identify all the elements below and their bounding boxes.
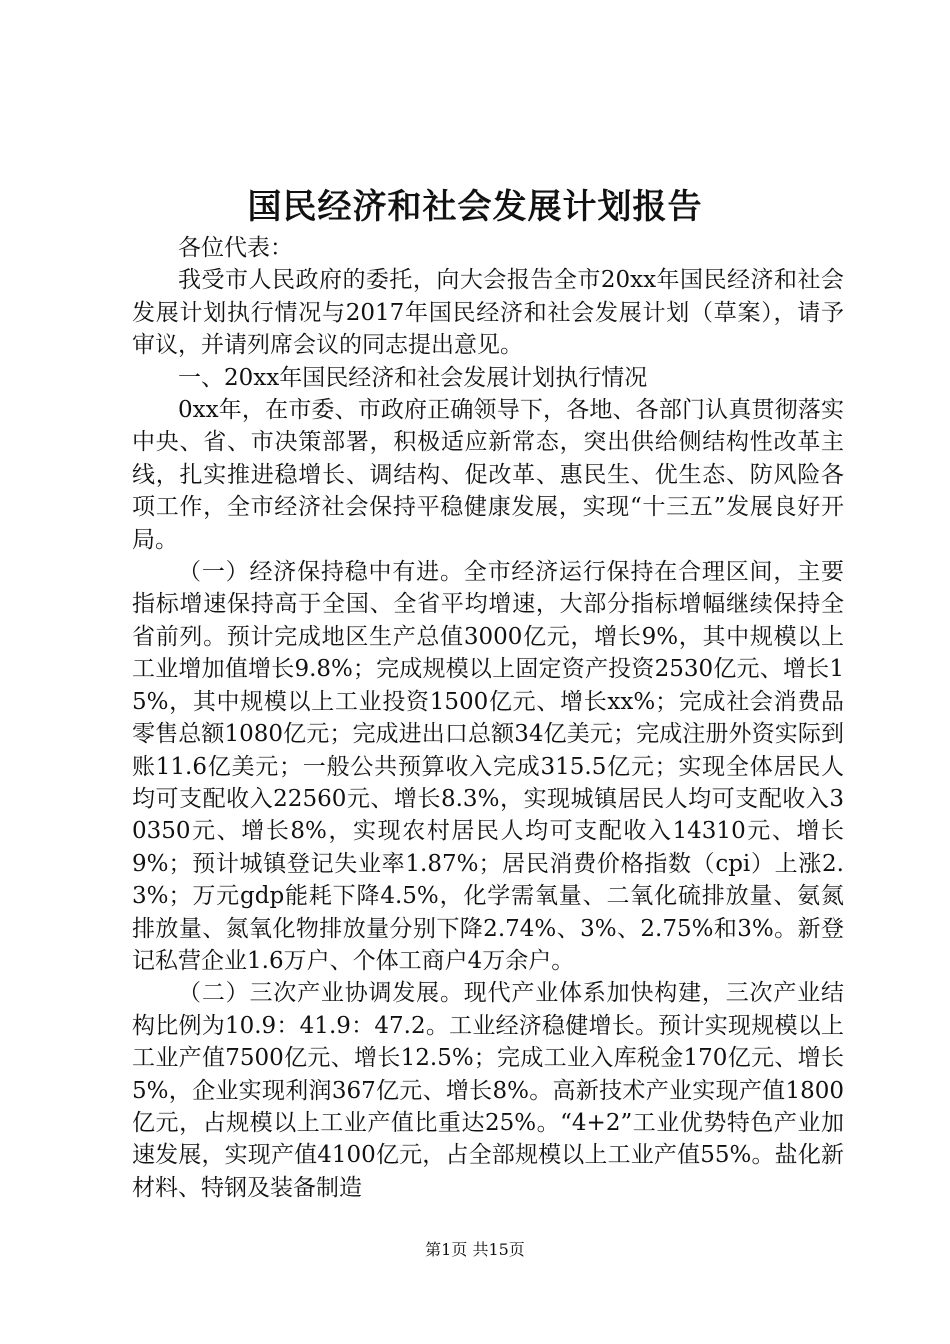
paragraph-economy: （一）经济保持稳中有进。全市经济运行保持在合理区间，主要指标增速保持高于全国、全省平均增速，大部分指标增幅继续保持全省前列。预计完成地区生产总值3000亿元，增长9%，其中规模以上工业增加值增长9.8%；完成规模以上固定资产投资2530亿元、增长15%，其中规模以上工业投资1500亿元、增长xx%；完成社会消费品零售总额1080亿元；完成进出口总额34亿美元；完成注册外资实际到账11.6亿美元；一般公共预算收入完成315.5亿元；实现全体居民人均可支配收入22560元、增长8.3%，实现城镇居民人均可支配收入30350元、增长8%，实现农村居民人均可支配收入14310元、增长9%；预计城镇登记失业率1.87%；居民消费价格指数（cpi）上涨2.3%；万元gdp能耗下降4.5%，化学需氧量、二氧化硫排放量、氨氮排放量、氮氧化物排放量分别下降2.74%、3%、2.75%和3%。新登记私营企业1.6万户、个体工商户4万余户。	[132, 559, 844, 974]
paragraph-overview: 0xx年，在市委、市政府正确领导下，各地、各部门认真贯彻落实中央、省、市决策部署，积极适应新常态，突出供给侧结构性改革主线，扎实推进稳增长、调结构、促改革、惠民生、优生态、防风险各项工作，全市经济社会保持平稳健康发展，实现“十三五”发展良好开局。	[132, 397, 844, 553]
paragraph-intro: 我受市人民政府的委托，向大会报告全市20xx年国民经济和社会发展计划执行情况与2017年国民经济和社会发展计划（草案），请予审议，并请列席会议的同志提出意见。	[132, 267, 844, 359]
document-body	[132, 232, 844, 1204]
page-number: 第1页 共15页	[425, 1240, 525, 1259]
paragraph-salutation: 各位代表：	[178, 235, 293, 261]
section-heading: 一、20xx年国民经济和社会发展计划执行情况	[178, 364, 648, 391]
document-title: 国民经济和社会发展计划报告	[247, 187, 703, 227]
paragraph-industry: （二）三次产业协调发展。现代产业体系加快构建，三次产业结构比例为10.9：41.9：47.2。工业经济稳健增长。预计实现规模以上工业产值7500亿元、增长12.5%；完成工业入库税金170亿元、增长5%，企业实现利润367亿元、增长8%。高新技术产业实现产值1800亿元，占规模以上工业产值比重达25%。“4+2”工业优势特色产业加速发展，实现产值4100亿元，占全部规模以上工业产值55%。盐化新材料、特钢及装备制造	[132, 980, 844, 1201]
